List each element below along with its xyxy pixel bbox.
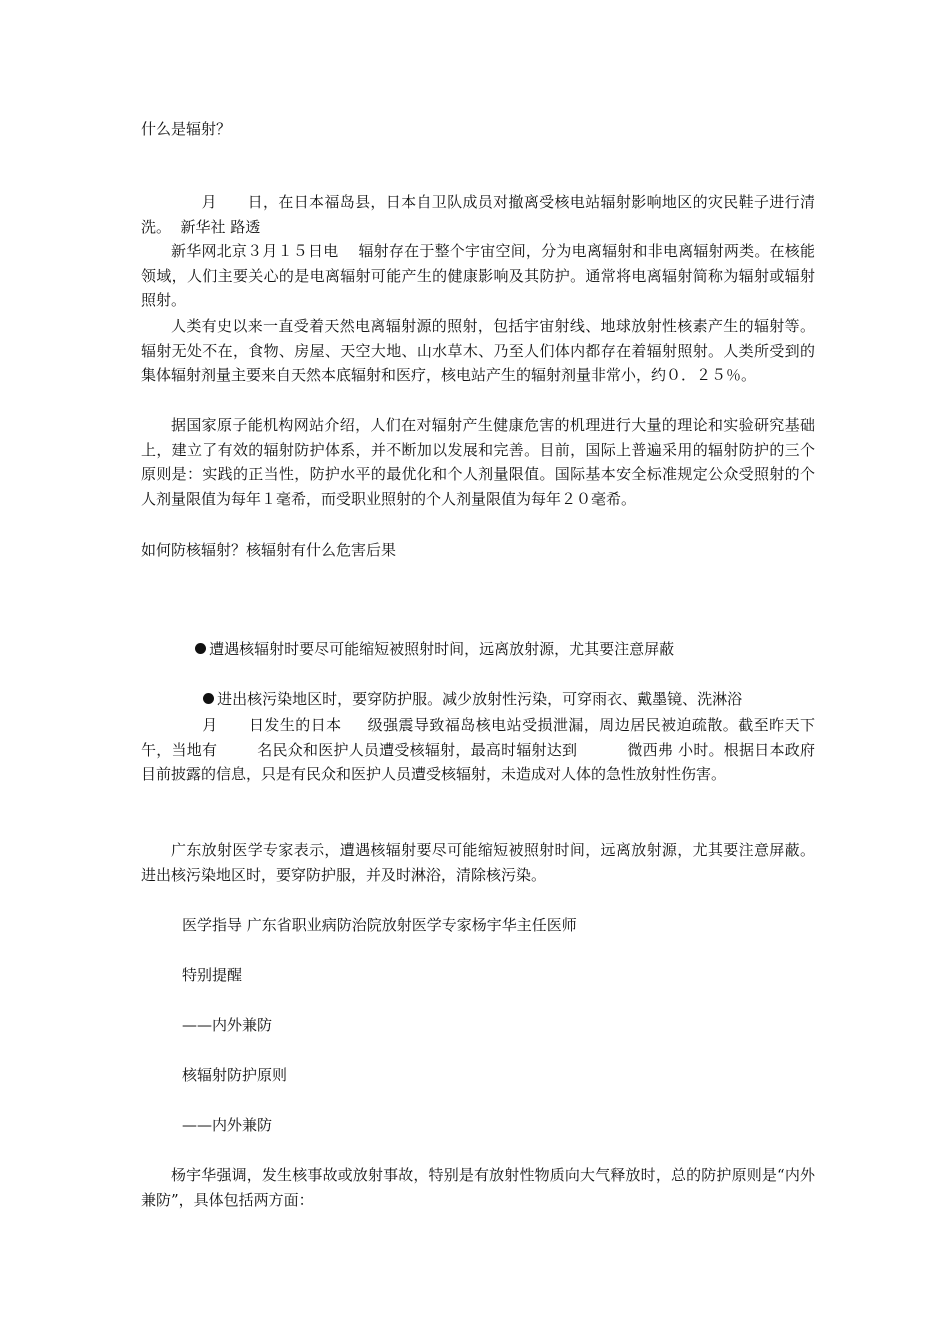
bullet-text: 遭遇核辐射时要尽可能缩短被照射时间，远离放射源，尤其要注意屏蔽: [209, 640, 675, 658]
dash-line-1: ——内外兼防: [182, 1016, 273, 1034]
paragraph-protection-principles: 据国家原子能机构网站介绍，人们在对辐射产生健康危害的机理进行大量的理论和实验研究基础上，建立了有效的辐射防护体系，并不断加以发展和完善。目前，国际上普遍采用的辐射防护的三个原则是：实践的正当性，防护水平的最优化和个人剂量限值。国际基本安全标准规定公众受照射的个人剂量限值为每年１毫希，而受职业照射的个人剂量限值为每年２０毫希。: [141, 416, 815, 508]
medical-guidance-line: 医学指导 广东省职业病防治院放射医学专家杨宇华主任医师: [182, 916, 577, 934]
paragraph-japan-earthquake: 月 日发生的日本 级强震导致福岛核电站受损泄漏，周边居民被迫疏散。截至昨天下午，当地有 名民众和医护人员遭受核辐射，最高时辐射达到 微西弗 小时。根据日本政府目前披露的信息，只是有民众和医护人员遭受核辐射，未造成对人体的急性放射性伤害。: [141, 716, 816, 783]
bullet-dot-icon: [203, 693, 214, 704]
bullet-dot-icon: [195, 643, 206, 654]
paragraph-natural-radiation: 人类有史以来一直受着天然电离辐射源的照射，包括宇宙射线、地球放射性核素产生的辐射等。辐射无处不在，食物、房屋、天空大地、山水草木、乃至人们体内都存在着辐射照射。人类所受到的集体辐射剂量主要来自天然本底辐射和医疗，核电站产生的辐射剂量非常小，约０．２５％。: [141, 317, 815, 384]
paragraph-guangdong-experts: 广东放射医学专家表示，遭遇核辐射要尽可能缩短被照射时间，远离放射源，尤其要注意屏蔽。进出核污染地区时，要穿防护服，并及时淋浴，清除核污染。: [141, 841, 815, 884]
protection-principle-line: 核辐射防护原则: [182, 1066, 288, 1084]
heading-what-is-radiation: 什么是辐射？: [141, 120, 232, 138]
photo-caption-paragraph: 月 日，在日本福岛县，日本自卫队成员对撤离受核电站辐射影响地区的灾民鞋子进行清洗。 新华社 路透: [141, 193, 815, 236]
paragraph-yang-yuhua: 杨宇华强调，发生核事故或放射事故，特别是有放射性物质向大气释放时，总的防护原则是“内外兼防”，具体包括两方面：: [141, 1166, 815, 1209]
paragraph-xinhua-intro: 新华网北京３月１５日电 辐射存在于整个宇宙空间，分为电离辐射和非电离辐射两类。在核能领域，人们主要关心的是电离辐射可能产生的健康影响及其防护。通常将电离辐射简称为辐射或辐射照射。: [141, 242, 815, 309]
dash-line-2: ——内外兼防: [182, 1116, 273, 1134]
bullet-text: 进出核污染地区时，要穿防护服。减少放射性污染，可穿雨衣、戴墨镜、洗淋浴: [217, 690, 743, 708]
special-reminder-line: 特别提醒: [182, 966, 243, 984]
heading-how-to-protect: 如何防核辐射？核辐射有什么危害后果: [141, 541, 397, 559]
